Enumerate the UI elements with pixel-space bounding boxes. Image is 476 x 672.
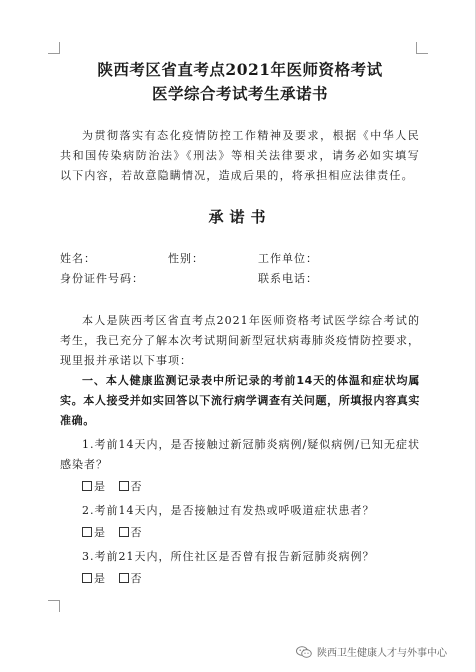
workplace-field-label: 工作单位： <box>258 252 318 265</box>
q1-yes-option[interactable] <box>82 480 106 493</box>
question-2: 2.考前14天内，是否接触过有发热或呼吸道症状患者？ <box>82 504 375 517</box>
q1-no-option[interactable] <box>119 480 143 493</box>
wechat-icon <box>296 646 312 658</box>
q2-yes-option[interactable] <box>82 526 106 539</box>
watermark <box>296 644 447 659</box>
pledge-content <box>60 311 420 589</box>
title-line-2: 医学综合考试考生承诺书 <box>151 84 328 103</box>
question-3-options <box>60 569 420 589</box>
q2-no-option[interactable] <box>119 526 143 539</box>
field-row-2 <box>60 269 420 289</box>
title-line-1: 陕西考区省直考点2021年医师资格考试 <box>97 60 383 79</box>
field-row-1 <box>60 249 420 269</box>
info-fields <box>60 249 420 289</box>
q3-yes-option[interactable] <box>82 572 106 585</box>
document-title <box>60 58 420 106</box>
watermark-text: 陕西卫生健康人才与外事中心 <box>317 648 447 659</box>
pledge-paragraph-1: 本人是陕西考区省直考点2021年医师资格考试医学综合考试的考生，我已充分了解本次考试期间新型冠状病毒肺炎疫情防控要求，现里报并承诺以下事项： <box>60 314 420 367</box>
checkbox-icon[interactable] <box>82 481 92 491</box>
q2-yes-label: 是 <box>94 526 106 539</box>
question-2-options <box>60 523 420 543</box>
pledge-paragraph-2: 一、本人健康监测记录表中所记录的考前14天的体温和症状均属实。本人接受并如实回答以下流行病学调查有关问题，所填报内容真实准确。 <box>60 374 420 427</box>
checkbox-icon[interactable] <box>119 573 129 583</box>
margin-mark-bottom-left <box>48 600 60 612</box>
question-1-options <box>60 477 420 497</box>
checkbox-icon[interactable] <box>82 573 92 583</box>
margin-mark-top-left <box>48 42 60 54</box>
q3-no-label: 否 <box>130 572 143 585</box>
intro-paragraph: 为贯彻落实有态化疫情防控工作精神及要求，根据《中华人民共和国传染病防治法》《刑法》等相关法律要求，请务必如实填写以下内容，若故意隐瞒情况，造成后果的，将承担相应法律责任。 <box>60 129 420 182</box>
checkbox-icon[interactable] <box>119 481 129 491</box>
id-field-label: 身份证件号码： <box>60 272 144 285</box>
phone-field-label: 联系电话： <box>258 272 318 285</box>
q2-no-label: 否 <box>130 526 143 539</box>
q3-yes-label: 是 <box>94 572 106 585</box>
name-field-label: 姓名： <box>60 252 96 265</box>
gender-field-label: 性别： <box>168 252 204 265</box>
checkbox-icon[interactable] <box>82 527 92 537</box>
q1-no-label: 否 <box>130 480 143 493</box>
margin-mark-top-right <box>416 42 428 54</box>
pledge-subtitle: 承诺书 <box>208 208 272 226</box>
checkbox-icon[interactable] <box>119 527 129 537</box>
document-body <box>60 58 420 589</box>
question-3: 3.考前21天内，所住社区是否曾有报告新冠肺炎病例？ <box>82 550 375 563</box>
question-1: 1.考前14天内，是否接触过新冠肺炎病例/疑似病例/已知无症状感染者？ <box>60 438 420 471</box>
q1-yes-label: 是 <box>94 480 106 493</box>
q3-no-option[interactable] <box>119 572 143 585</box>
